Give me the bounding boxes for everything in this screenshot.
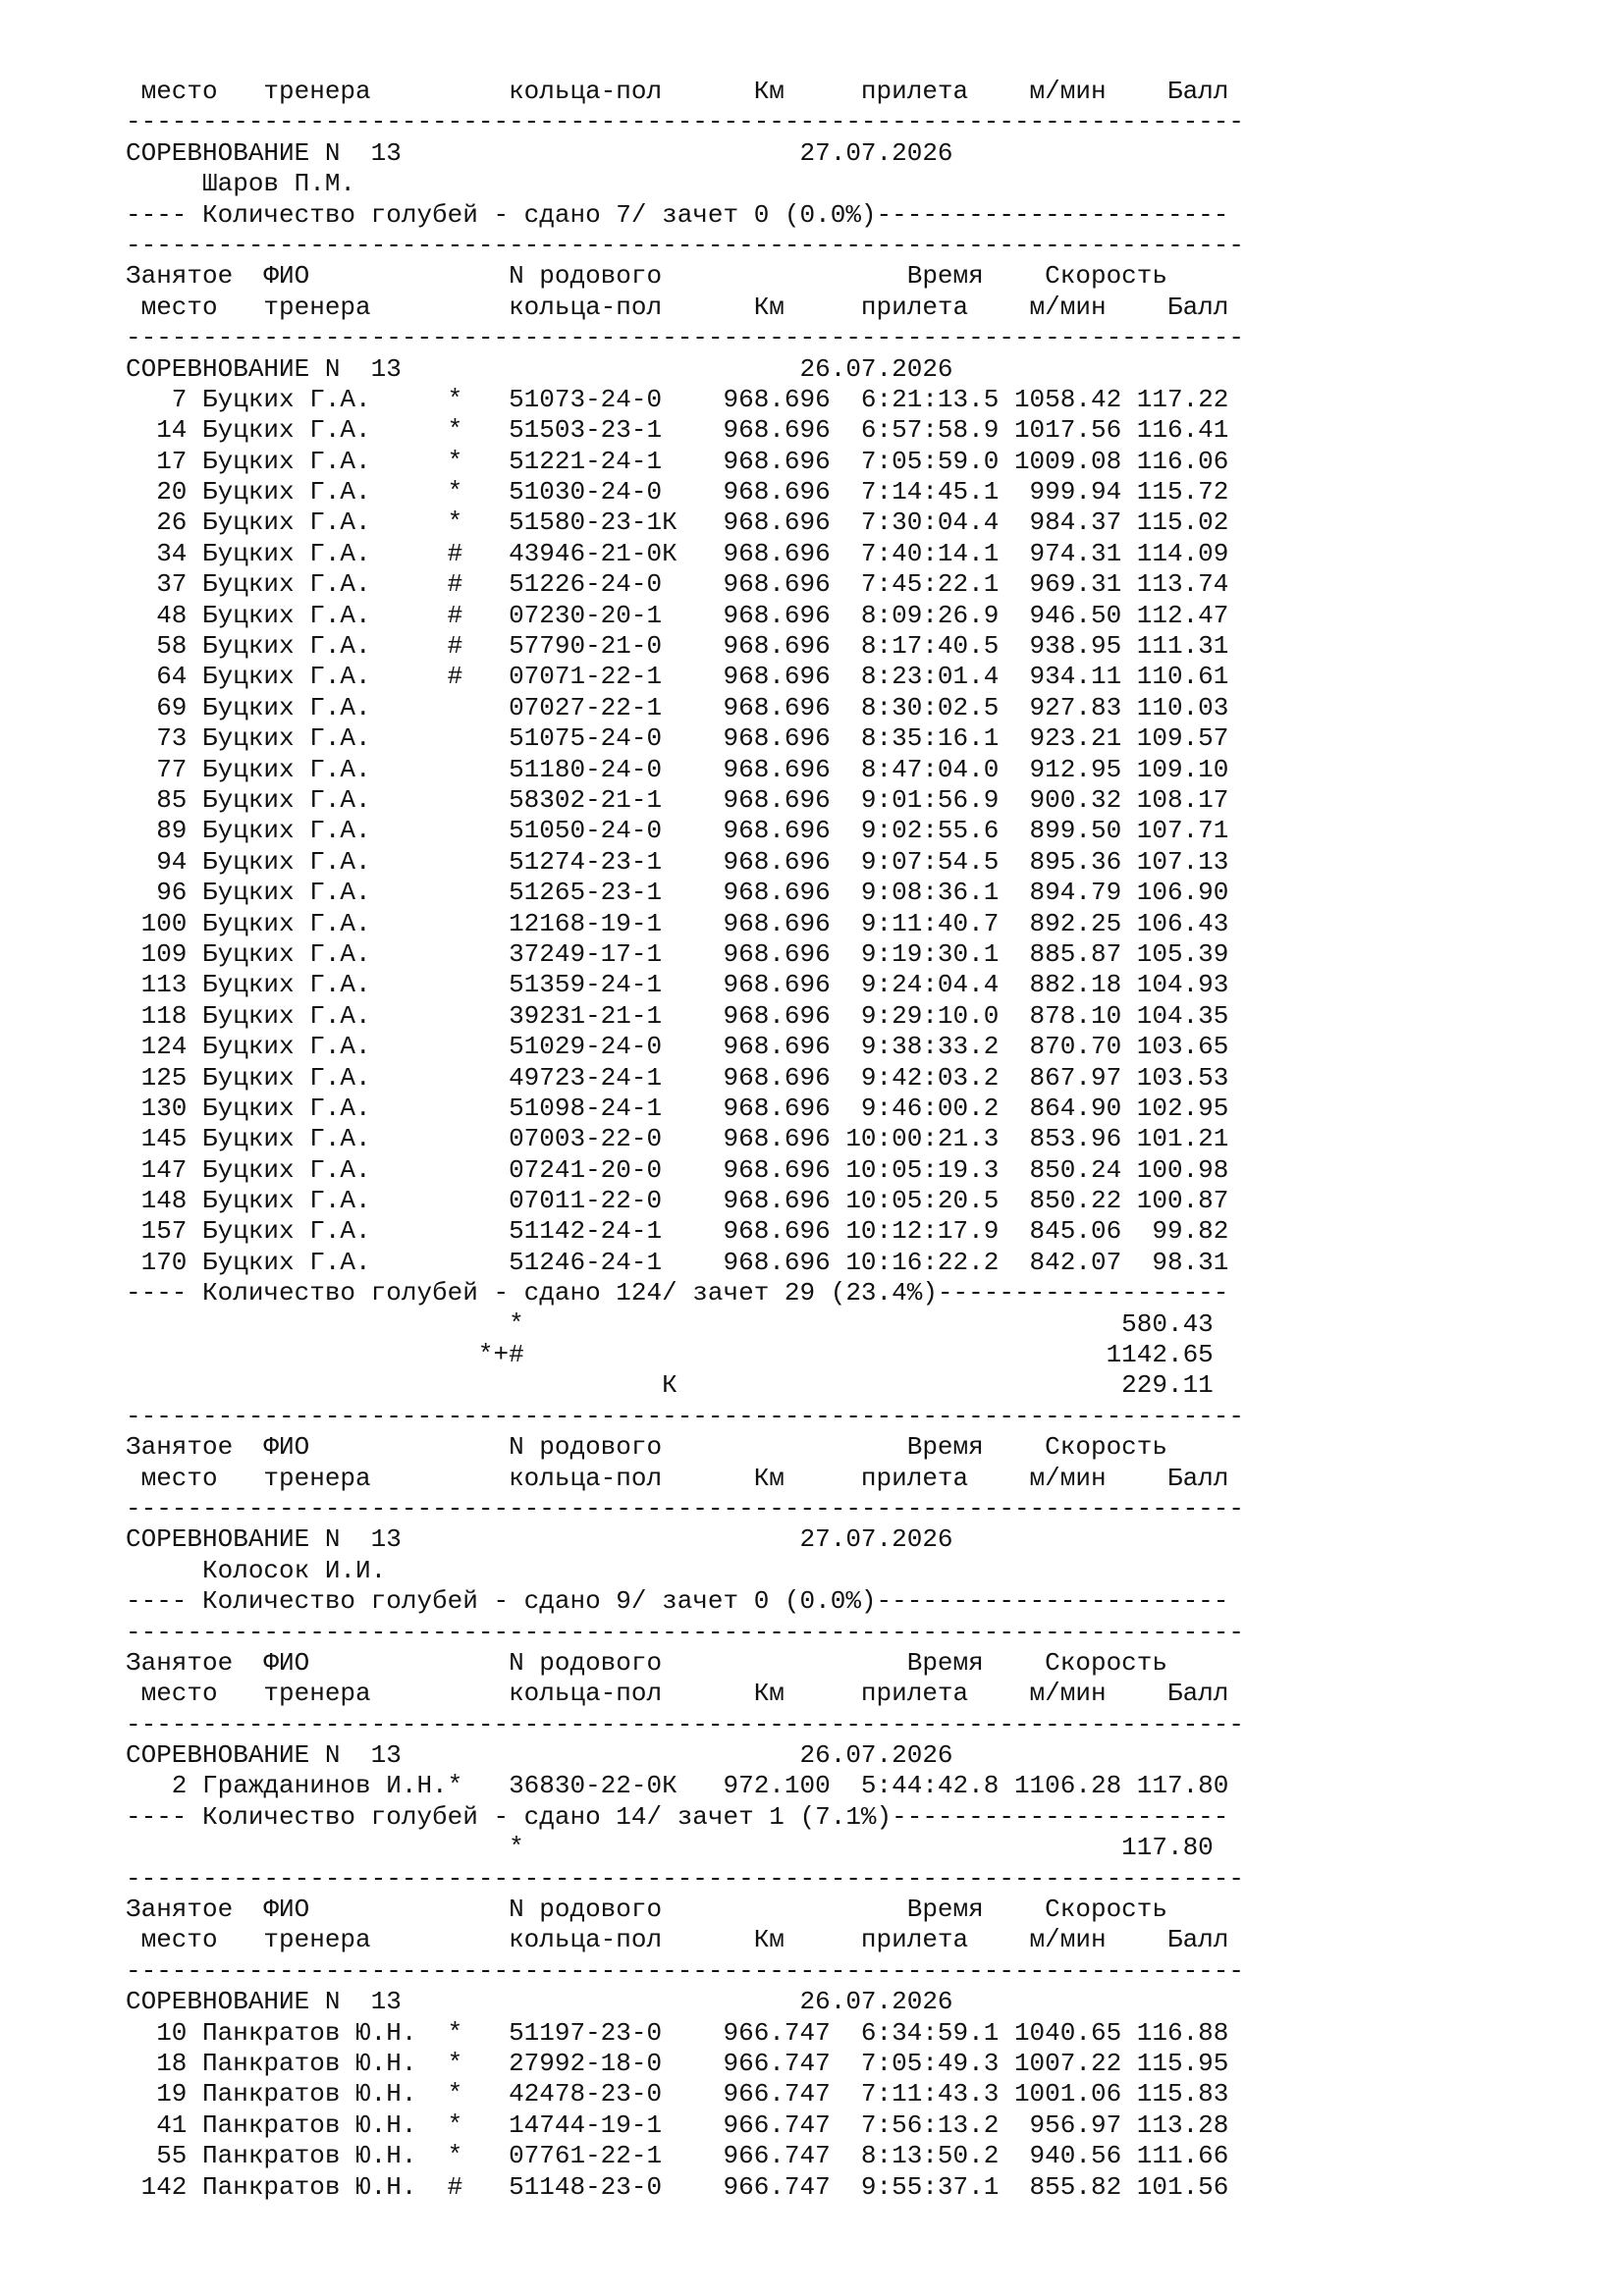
result-row: 109 Буцких Г.А. 37249-17-1 968.696 9:19:30.1 885.87 105.39 (126, 938, 1229, 969)
result-row: 96 Буцких Г.А. 51265-23-1 968.696 9:08:36.1 894.79 106.90 (126, 878, 1229, 908)
result-row: 55 Панкратов Ю.Н. * 07761-22-1 966.747 8:13:50.2 940.56 111.66 (126, 2141, 1229, 2171)
pigeon-count-summary: ---- Количество голубей - сдано 14/ зачет 1 (7.1%)---------------------- (126, 1801, 1229, 1832)
pigeon-count-summary: ---- Количество голубей - сдано 124/ зачет 29 (23.4%)------------------- (126, 1278, 1229, 1308)
result-row: 41 Панкратов Ю.Н. * 14744-19-1 966.747 7:56:13.2 956.97 113.28 (126, 2109, 1229, 2140)
separator-line: ------------------------------------------------------------------------- (126, 1955, 1244, 1986)
report-line: Колосок И.И. (126, 1555, 387, 1585)
pigeon-count-summary: ---- Количество голубей - сдано 9/ зачет 0 (0.0%)----------------------- (126, 1586, 1229, 1617)
result-row: 19 Панкратов Ю.Н. * 42478-23-0 966.747 7:11:43.3 1001.06 115.83 (126, 2079, 1229, 2109)
result-row: 77 Буцких Г.А. 51180-24-0 968.696 8:47:04.0 912.95 109.10 (126, 754, 1229, 784)
column-header: место тренера кольца-пол Км прилета м/мин Балл (126, 1679, 1229, 1709)
column-header: Занятое ФИО N родового Время Скорость (126, 1895, 1167, 1925)
competition-header: СОРЕВНОВАНИЕ N 13 26.07.2026 (126, 1987, 953, 2017)
result-row: 124 Буцких Г.А. 51029-24-0 968.696 9:38:33.2 870.70 103.65 (126, 1032, 1229, 1062)
separator-line: ------------------------------------------------------------------------- (126, 323, 1244, 353)
result-row: 125 Буцких Г.А. 49723-24-1 968.696 9:42:03.2 867.97 103.53 (126, 1062, 1229, 1093)
competition-header: СОРЕВНОВАНИЕ N 13 27.07.2026 (126, 137, 953, 168)
report-line: К 229.11 (126, 1370, 1214, 1401)
result-row: 37 Буцких Г.А. # 51226-24-0 968.696 7:45:22.1 969.31 113.74 (126, 569, 1229, 600)
result-row: 73 Буцких Г.А. 51075-24-0 968.696 8:35:16.1 923.21 109.57 (126, 723, 1229, 754)
pigeon-count-summary: ---- Количество голубей - сдано 7/ зачет 0 (0.0%)----------------------- (126, 199, 1229, 230)
separator-line: ------------------------------------------------------------------------- (126, 1401, 1244, 1431)
column-header: место тренера кольца-пол Км прилета м/мин Балл (126, 77, 1229, 106)
competition-header: СОРЕВНОВАНИЕ N 13 26.07.2026 (126, 1740, 953, 1771)
report-line: * 580.43 (126, 1308, 1214, 1339)
result-row: 157 Буцких Г.А. 51142-24-1 968.696 10:12:17.9 845.06 99.82 (126, 1216, 1229, 1247)
result-row: 100 Буцких Г.А. 12168-19-1 968.696 9:11:40.7 892.25 106.43 (126, 908, 1229, 938)
column-header: место тренера кольца-пол Км прилета м/мин Балл (126, 1925, 1229, 1955)
report-line: *+# 1142.65 (126, 1340, 1214, 1370)
result-row: 10 Панкратов Ю.Н. * 51197-23-0 966.747 6:34:59.1 1040.65 116.88 (126, 2017, 1229, 2048)
result-row: 118 Буцких Г.А. 39231-21-1 968.696 9:29:10.0 878.10 104.35 (126, 1000, 1229, 1031)
column-header: место тренера кольца-пол Км прилета м/мин Балл (126, 292, 1229, 322)
result-row: 20 Буцких Г.А. * 51030-24-0 968.696 7:14:45.1 999.94 115.72 (126, 477, 1229, 507)
result-row: 142 Панкратов Ю.Н. # 51148-23-0 966.747 9:55:37.1 855.82 101.56 (126, 2171, 1229, 2202)
result-row: 17 Буцких Г.А. * 51221-24-1 968.696 7:05:59.0 1009.08 116.06 (126, 446, 1229, 476)
result-row: 18 Панкратов Ю.Н. * 27992-18-0 966.747 7:05:49.3 1007.22 115.95 (126, 2049, 1229, 2078)
report-line: Шаров П.М. (126, 169, 356, 199)
result-row: 148 Буцких Г.А. 07011-22-0 968.696 10:05:20.5 850.22 100.87 (126, 1186, 1229, 1216)
result-row: 34 Буцких Г.А. # 43946-21-0К 968.696 7:40:14.1 974.31 114.09 (126, 538, 1229, 568)
result-row: 113 Буцких Г.А. 51359-24-1 968.696 9:24:04.4 882.18 104.93 (126, 970, 1229, 1000)
result-row: 48 Буцких Г.А. # 07230-20-1 968.696 8:09:26.9 946.50 112.47 (126, 600, 1229, 630)
competition-header: СОРЕВНОВАНИЕ N 13 26.07.2026 (126, 353, 953, 384)
result-row: 14 Буцких Г.А. * 51503-23-1 968.696 6:57:58.9 1017.56 116.41 (126, 415, 1229, 446)
separator-line: ------------------------------------------------------------------------- (126, 1493, 1244, 1523)
result-row: 2 Гражданинов И.Н.* 36830-22-0К 972.100 5:44:42.8 1106.28 117.80 (126, 1771, 1229, 1801)
result-row: 26 Буцких Г.А. * 51580-23-1К 968.696 7:30:04.4 984.37 115.02 (126, 507, 1229, 538)
result-row: 85 Буцких Г.А. 58302-21-1 968.696 9:01:56.9 900.32 108.17 (126, 784, 1229, 815)
result-row: 64 Буцких Г.А. # 07071-22-1 968.696 8:23:01.4 934.11 110.61 (126, 662, 1229, 692)
result-row: 58 Буцких Г.А. # 57790-21-0 968.696 8:17:40.5 938.95 111.31 (126, 631, 1229, 662)
result-row: 94 Буцких Г.А. 51274-23-1 968.696 9:07:54.5 895.36 107.13 (126, 846, 1229, 877)
result-row: 147 Буцких Г.А. 07241-20-0 968.696 10:05:19.3 850.24 100.98 (126, 1154, 1229, 1185)
column-header: Занятое ФИО N родового Время Скорость (126, 1432, 1167, 1463)
separator-line: ------------------------------------------------------------------------- (126, 1617, 1244, 1647)
separator-line: ------------------------------------------------------------------------- (126, 107, 1244, 137)
result-row: 89 Буцких Г.А. 51050-24-0 968.696 9:02:55.6 899.50 107.71 (126, 816, 1229, 846)
column-header: Занятое ФИО N родового Время Скорость (126, 261, 1167, 292)
separator-line: ------------------------------------------------------------------------- (126, 1863, 1244, 1894)
separator-line: ------------------------------------------------------------------------- (126, 230, 1244, 260)
result-row: 7 Буцких Г.А. * 51073-24-0 968.696 6:21:13.5 1058.42 117.22 (126, 384, 1229, 414)
report-line: * 117.80 (126, 1833, 1214, 1863)
separator-line: ------------------------------------------------------------------------- (126, 1709, 1244, 1739)
result-row: 170 Буцких Г.А. 51246-24-1 968.696 10:16:22.2 842.07 98.31 (126, 1247, 1229, 1277)
results-report (126, 77, 1244, 2203)
column-header: место тренера кольца-пол Км прилета м/мин Балл (126, 1463, 1229, 1493)
result-row: 130 Буцких Г.А. 51098-24-1 968.696 9:46:00.2 864.90 102.95 (126, 1093, 1229, 1123)
column-header: Занятое ФИО N родового Время Скорость (126, 1647, 1167, 1678)
result-row: 69 Буцких Г.А. 07027-22-1 968.696 8:30:02.5 927.83 110.03 (126, 692, 1229, 722)
result-row: 145 Буцких Г.А. 07003-22-0 968.696 10:00:21.3 853.96 101.21 (126, 1124, 1229, 1154)
competition-header: СОРЕВНОВАНИЕ N 13 27.07.2026 (126, 1524, 953, 1555)
